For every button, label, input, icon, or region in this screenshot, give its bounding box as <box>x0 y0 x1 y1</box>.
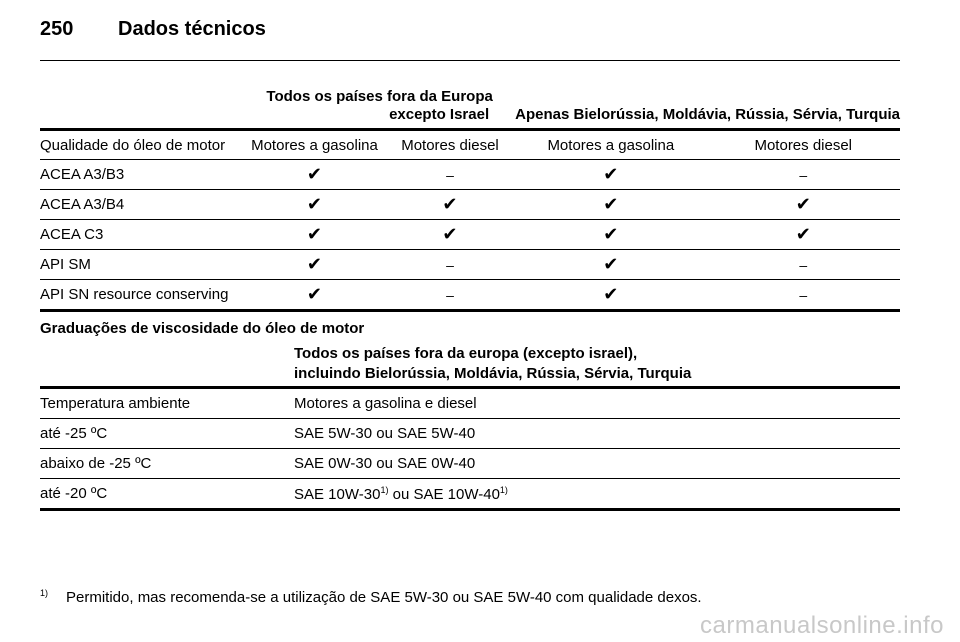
temperature-cell: abaixo de -25 ºC <box>40 449 294 479</box>
cell-mark: ✔ <box>515 250 706 280</box>
column-header: Temperatura ambiente <box>40 388 294 419</box>
header-rule <box>40 60 900 61</box>
table-row <box>40 160 900 190</box>
column-header: Motores a gasolina e diesel <box>294 388 900 419</box>
row-label: ACEA A3/B4 <box>40 190 244 220</box>
cell-mark: ✔ <box>515 280 706 311</box>
page-header <box>40 18 266 41</box>
cell-mark: ✔ <box>515 160 706 190</box>
cell-mark: – <box>385 160 515 190</box>
row-label: ACEA C3 <box>40 220 244 250</box>
section-title: Graduações de viscosidade do óleo de motor <box>40 320 365 337</box>
temperature-cell: até -25 ºC <box>40 419 294 449</box>
cell-mark: – <box>707 160 901 190</box>
cell-mark: ✔ <box>385 190 515 220</box>
grade-cell: SAE 5W-30 ou SAE 5W-40 <box>294 419 900 449</box>
cell-mark: – <box>707 250 901 280</box>
cell-mark: – <box>385 280 515 311</box>
group-header-outside-europe: Todos os países fora da Europa excepto Israel <box>266 88 493 123</box>
footnote-ref[interactable]: 1) <box>499 484 508 495</box>
table-row <box>40 250 900 280</box>
grade-cell: SAE 0W-30 ou SAE 0W-40 <box>294 449 900 479</box>
column-header-row <box>40 388 900 419</box>
cell-mark: ✔ <box>244 190 385 220</box>
table-row <box>40 220 900 250</box>
column-header: Motores diesel <box>707 130 901 160</box>
cell-mark: ✔ <box>707 220 901 250</box>
table-row <box>40 419 900 449</box>
footnote-text: Permitido, mas recomenda-se a utilização de SAE 5W-30 ou SAE 5W-40 com qualidade dexos. <box>66 589 702 606</box>
cell-mark: ✔ <box>244 220 385 250</box>
row-label: API SM <box>40 250 244 280</box>
grade-cell: SAE 10W-30$^{1)}$ ou SAE 10W-40$^{1)}$ <box>294 479 900 510</box>
watermark-text: carmanualsonline.info <box>700 612 944 639</box>
column-header: Qualidade do óleo de motor <box>40 130 244 160</box>
group-header-empty <box>40 340 294 388</box>
row-label: ACEA A3/B3 <box>40 160 244 190</box>
table-row <box>40 479 900 510</box>
cell-mark: ✔ <box>707 190 901 220</box>
page-title: Dados técnicos <box>118 18 266 40</box>
column-header: Motores diesel <box>385 130 515 160</box>
column-header-row <box>40 130 900 160</box>
viscosity-table <box>40 340 900 511</box>
cell-mark: ✔ <box>244 250 385 280</box>
row-label: API SN resource conserving <box>40 280 244 311</box>
footnote-mark: 1) <box>40 588 49 598</box>
oil-quality-table <box>40 78 900 312</box>
column-header: Motores a gasolina <box>515 130 706 160</box>
cell-mark: – <box>707 280 901 311</box>
temperature-cell: até -20 ºC <box>40 479 294 510</box>
cell-mark: ✔ <box>515 190 706 220</box>
group-header-specific-countries: Apenas Bielorússia, Moldávia, Rússia, Sérvia, Turquia <box>515 106 900 123</box>
table-row <box>40 190 900 220</box>
cell-mark: ✔ <box>515 220 706 250</box>
cell-mark: ✔ <box>244 280 385 311</box>
footnote <box>40 588 702 606</box>
cell-mark: – <box>385 250 515 280</box>
cell-mark: ✔ <box>244 160 385 190</box>
column-header: Motores a gasolina <box>244 130 385 160</box>
group-header-all-countries: Todos os países fora da europa (excepto israel), incluindo Bielorússia, Moldávia, Rússia, Sérvia, Turquia <box>294 345 692 382</box>
group-header-empty <box>40 78 244 130</box>
footnote-ref[interactable]: 1) <box>380 484 389 495</box>
page-number: 250 <box>40 18 74 40</box>
table-row <box>40 280 900 311</box>
cell-mark: ✔ <box>385 220 515 250</box>
table-row <box>40 449 900 479</box>
